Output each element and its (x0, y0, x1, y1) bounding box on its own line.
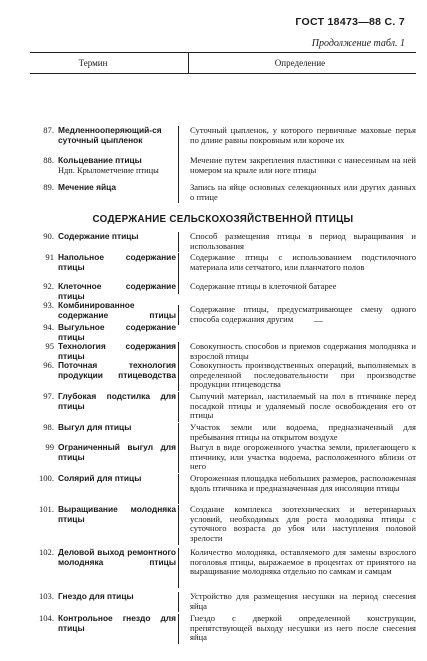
term-definition (180, 323, 416, 335)
column-header-definition: Определение (274, 58, 326, 68)
term-definition: Суточный цыпленок, у которого первичные маховые перья по длине равны покровным или короче их (180, 126, 416, 156)
term-number: 103. (38, 591, 54, 601)
term-definition: Создание комплекса зоотехнических и ветеринарных условий, необходимых для роста молодняка птицы с суточного возраста до убоя или наступления половой зрелости (180, 505, 416, 545)
term-text: Глубокая подстилка для птицы (58, 391, 176, 411)
table-continuation-note: Продолжение табл. 1 (311, 38, 405, 49)
term-number: 93. (43, 300, 54, 310)
term-text: Содержание птицы (58, 231, 139, 241)
term-text: Технология содержания птицы (58, 341, 176, 361)
term-number: 92. (43, 281, 54, 291)
term-text: Кольцевание птицы Ндп. Крылометчение птицы (58, 155, 159, 175)
term-definition: Содержание птицы с использованием подстилочного материала или сетчатого, или планчатого полов (180, 253, 416, 283)
term-number: 90. (43, 231, 54, 241)
section-title: СОДЕРЖАНИЕ СЕЛЬСКОХОЗЯЙСТВЕННОЙ ПТИЦЫ (92, 214, 354, 225)
term-number: 96. (43, 360, 54, 370)
term-definition: Выгул в виде огороженного участка земли, прилегающего к птичнику, или участка водоема, расположенного вблизи от него (180, 443, 416, 473)
term-number: 88. (43, 155, 54, 165)
term-number: 97. (43, 391, 54, 401)
table-row (30, 323, 416, 343)
table-header (30, 52, 416, 74)
column-header-term: Термин (78, 58, 108, 68)
table-row (30, 282, 416, 302)
table-row (30, 505, 416, 545)
term-number: 98. (43, 422, 54, 432)
term-number: 104. (38, 613, 54, 623)
term-number: 87. (43, 125, 54, 135)
term-definition: Устройство для размещения несушки на период снесения яйца (180, 592, 416, 612)
term-definition: Гнездо с дверкой определенной конструкции, препятствующей выходу несушки из него после снесения яйца (180, 614, 416, 644)
term-definition: Мечение путем закрепления пластинки с нанесенным на ней номером на крыле или ноге птицы (180, 156, 416, 186)
term-definition: Сыпучий материал, настилаемый на пол в птичнике перед посадкой птицы и удаляемый после освобождения его от птицы (180, 392, 416, 422)
term-text: Клеточное содержание птицы (58, 281, 176, 301)
table-row (30, 443, 416, 473)
table-row (30, 253, 416, 283)
term-number: 102. (38, 547, 54, 557)
term-number: 91 (45, 252, 54, 262)
term-text: Напольное содержание птицы (58, 252, 176, 272)
table-row (30, 342, 416, 362)
table-row (30, 300, 416, 324)
term-text: Ограниченный выгул для птицы (58, 442, 176, 462)
term-text: Выгул для птицы (58, 422, 132, 432)
table-row (30, 614, 416, 644)
term-definition: Огороженная площадка небольших размеров, расположенная вдоль птичника и предназначенная для инсоляции птицы (180, 474, 416, 504)
table-row (30, 423, 416, 443)
table-row (30, 232, 416, 252)
table-row (30, 548, 416, 588)
term-definition: Способ размещения птицы в период выращивания и использования (180, 232, 416, 252)
table-row (30, 592, 416, 612)
term-definition: Содержание птицы, предусматривающее смену одного способа содержания другим (180, 305, 416, 325)
table-row (30, 183, 416, 205)
term-synonym: Ндп. Крылометчение птицы (58, 165, 159, 175)
term-number: 95 (45, 341, 54, 351)
term-text: Контрольное гнездо для птицы (58, 613, 176, 633)
term-definition: Содержание птицы в клеточной батарее (180, 282, 416, 294)
term-definition: Совокупность производственных операций, выполняемых в определенной последовательности при производстве продукции птицеводства (180, 361, 416, 391)
term-text: Комбинированное содержание птицы (58, 300, 176, 320)
table-row (30, 126, 416, 156)
page-header: ГОСТ 18473—88 С. 7 (295, 16, 405, 28)
table-row (30, 361, 416, 391)
term-number: 101. (38, 504, 54, 514)
term-number: 100. (38, 473, 54, 483)
term-number: 89. (43, 182, 54, 192)
table-row (30, 392, 416, 422)
term-text: Солярий для птицы (58, 473, 142, 483)
term-text: Деловой выход ремонтного молодняка птицы (58, 547, 176, 567)
column-divider (188, 53, 189, 73)
term-text: Мечение яйца (58, 182, 117, 192)
table-row (30, 474, 416, 504)
dash-mark: — (314, 316, 323, 326)
term-definition: Количество молодняка, оставляемого для замены взрослого поголовья птицы, выражаемое в процентах от принятого на выращивание молодняка отдельно по самкам и самцам (180, 548, 416, 588)
term-definition: Запись на яйце основных селекционных или других данных о птице (180, 183, 416, 203)
term-text: Медленнооперяющий-ся суточный цыпленок (58, 125, 162, 145)
term-number: 94. (43, 322, 54, 332)
term-definition: Совокупность способов и приемов содержания молодняка и взрослой птицы (180, 342, 416, 362)
term-text: Выращивание молодняка птицы (58, 504, 176, 524)
term-text: Выгульное содержание птицы (58, 322, 176, 342)
term-text: Поточная технология продукции птицеводства (58, 360, 176, 380)
term-definition: Участок земли или водоема, предназначенный для пребывания птицы на открытом воздухе (180, 423, 416, 443)
term-text: Гнездо для птицы (58, 591, 134, 601)
term-number: 99 (45, 442, 54, 452)
